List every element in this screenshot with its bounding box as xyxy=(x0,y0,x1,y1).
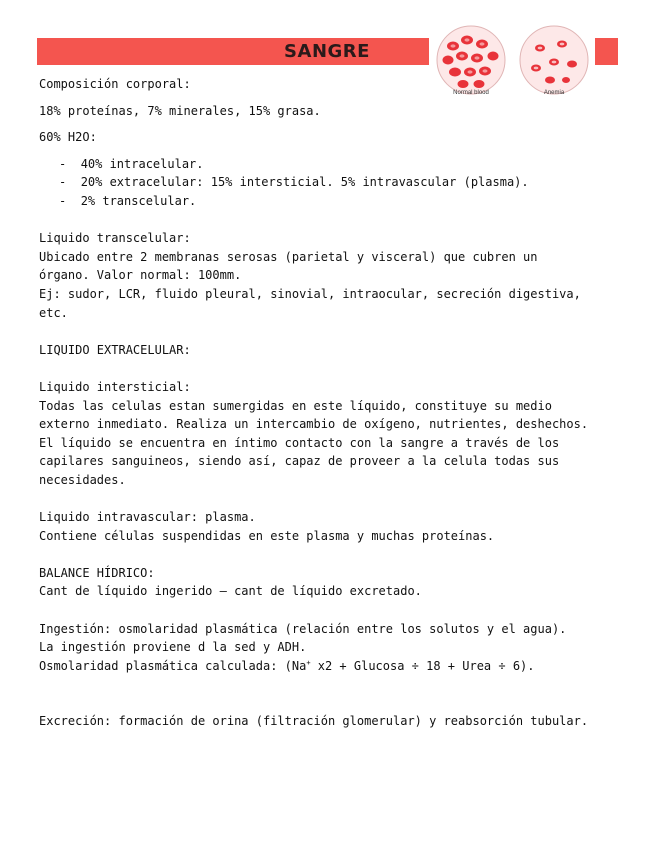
excrecion-line: Excreción: formación de orina (filtración glomerular) y reabsorción tubular. xyxy=(39,714,589,729)
paragraph-line: Ej: sudor, LCR, fluido pleural, sinovial, intraocular, secreción digestiva, xyxy=(39,286,581,301)
paragraph-line: necesidades. xyxy=(39,472,126,487)
extracelular-heading: LIQUIDO EXTRACELULAR: xyxy=(39,342,191,357)
list-item: - 40% intracelular. xyxy=(59,156,204,171)
transcelular-heading: Liquido transcelular: xyxy=(39,231,191,246)
paragraph-line: El líquido se encuentra en íntimo contacto con la sangre a través de los xyxy=(39,435,560,450)
paragraph-line: etc. xyxy=(39,305,68,320)
h2o-line: 60% H2O: xyxy=(39,130,97,145)
ingestion-line: Ingestión: osmolaridad plasmática (relación entre los solutos y el agua). xyxy=(39,621,567,636)
document-body xyxy=(39,75,629,731)
paragraph-line: Todas las celulas estan sumergidas en este líquido, constituye su medio xyxy=(39,398,552,413)
paragraph-line: capilares sanguineos, siendo así, capaz de proveer a la celula todas sus xyxy=(39,454,560,469)
list-item: - 20% extracelular: 15% intersticial. 5% intravascular (plasma). xyxy=(59,175,529,190)
page-title: SANGRE xyxy=(284,41,370,62)
composicion-line: 18% proteínas, 7% minerales, 15% grasa. xyxy=(39,103,321,118)
osmolaridad-formula: Osmolaridad plasmática calculada: (Na+ x2 + Glucosa ÷ 18 + Urea ÷ 6). xyxy=(39,658,535,673)
paragraph-line: Ubicado entre 2 membranas serosas (parietal y visceral) que cubren un xyxy=(39,249,538,264)
composicion-heading: Composición corporal: xyxy=(39,77,191,91)
paragraph-line: órgano. Valor normal: 100mm. xyxy=(39,268,242,283)
balance-heading: BALANCE HÍDRICO: xyxy=(39,565,155,580)
list-item: - 2% transcelular. xyxy=(59,193,197,208)
normal-blood-caption: Normal blood xyxy=(453,90,489,96)
ingestion-line: La ingestión proviene d la sed y ADH. xyxy=(39,640,307,655)
anemia-caption: Anemia xyxy=(543,90,565,96)
intravascular-heading: Liquido intravascular: plasma. xyxy=(39,510,256,525)
intersticial-heading: Liquido intersticial: xyxy=(39,379,191,394)
paragraph-line: Cant de líquido ingerido – cant de líquido excretado. xyxy=(39,584,422,599)
paragraph-line: externo inmediato. Realiza un intercambio de oxígeno, nutrientes, deshechos. xyxy=(39,417,589,432)
paragraph-line: Contiene células suspendidas en este plasma y muchas proteínas. xyxy=(39,528,495,543)
